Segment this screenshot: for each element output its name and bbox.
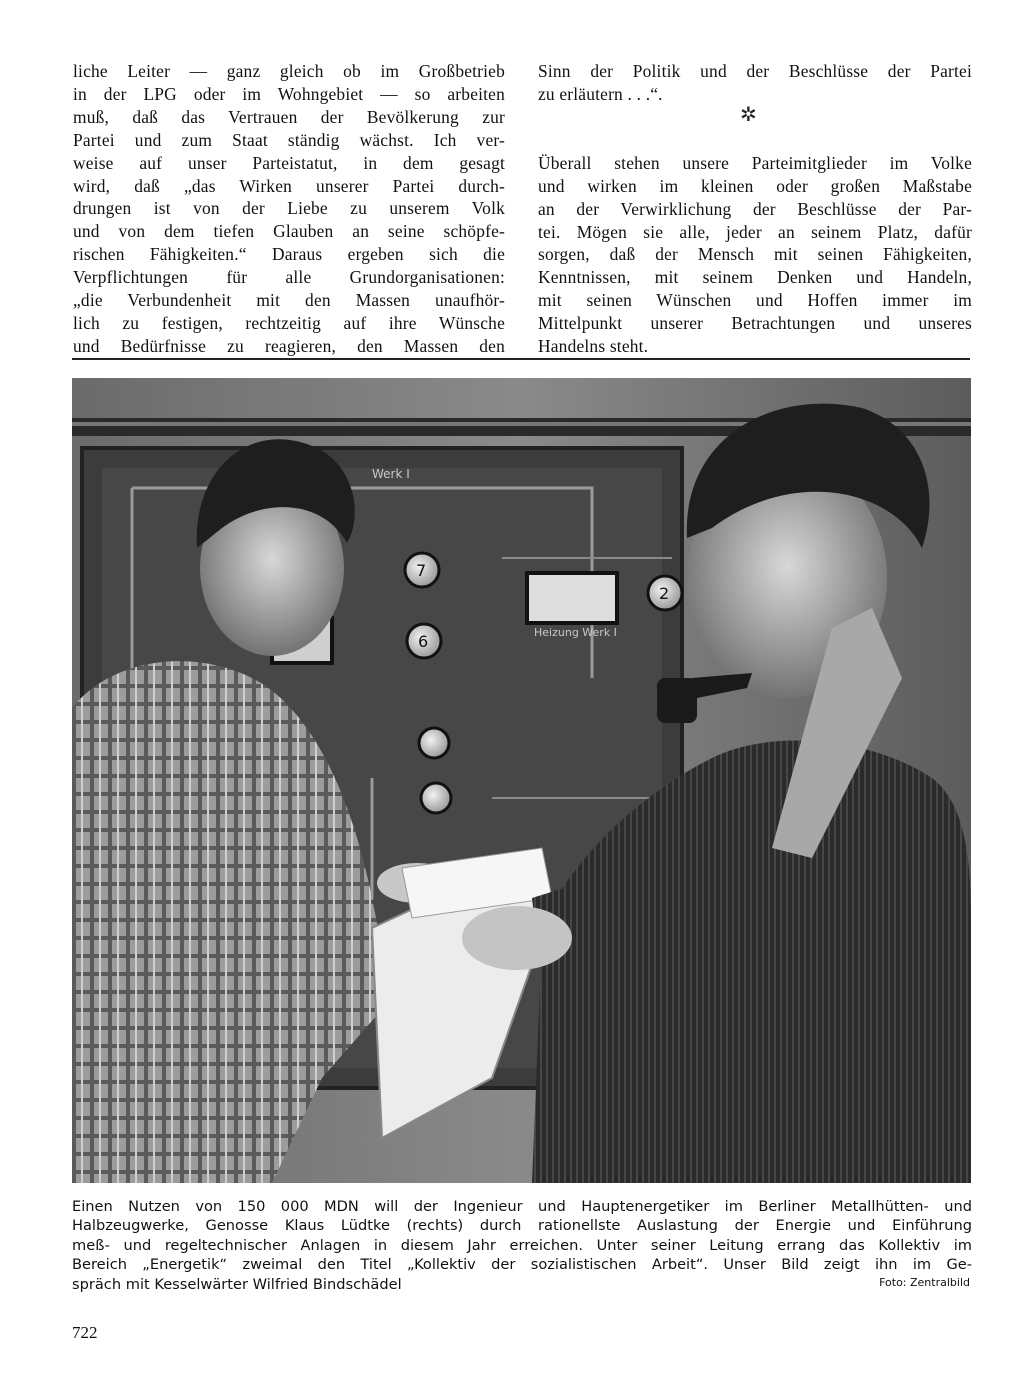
text-line: Verpflichtungen für alle Grundorganisationen: [73,267,505,288]
text-line: Mittelpunkt unserer Betrachtungen und unseres [538,313,972,334]
photo-credit: Foto: Zentralbild [879,1276,970,1289]
text-line: und Bedürfnisse zu reagieren, den Massen den [73,335,505,356]
text-line: wird, daß „das Wirken unserer Partei durch- [73,175,505,196]
page-number: 722 [72,1323,98,1342]
svg-text:7: 7 [416,561,427,580]
text-line: „die Verbundenheit mit den Massen unaufhör- [73,290,505,311]
panel-label-heizung: Heizung Werk I [534,626,617,639]
text-line: muß, daß das Vertrauen der Bevölkerung zur [73,106,505,127]
text-line: tei. Mögen sie alle, jeder an seinem Platz, dafür [538,221,972,242]
text-line: Handelns steht. [538,336,649,357]
article-left-column [73,60,505,358]
section-separator-star: ✲ [740,102,757,126]
text-line: weise auf unser Parteistatut, in dem gesagt [73,152,505,173]
panel-label-werk: Werk I [372,467,410,481]
text-line: an der Verwirklichung der Beschlüsse der Par- [538,198,972,219]
text-line: Kenntnissen, mit seinem Denken und Handeln, [538,267,972,288]
text-line: in der LPG oder im Wohngebiet — so arbeiten [73,83,505,104]
text-line: Überall stehen unsere Parteimitglieder im Volke [538,152,972,173]
caption-line: Halbzeugwerke, Genosse Klaus Lüdtke (rechts) durch rationellste Auslastung der Energie und Einführung [72,1217,972,1235]
text-line: rischen Fähigkeiten.“ Daraus ergeben sich die [73,244,505,265]
text-line: Sinn der Politik und der Beschlüsse der Partei [538,61,972,81]
text-line: und von dem tiefen Glauben an seine schöpfe- [73,221,505,242]
text-line: liche Leiter — ganz gleich ob im Großbetrieb [73,61,505,81]
text-line: Partei und zum Staat ständig wächst. Ich ver- [73,129,505,150]
caption-line: Bereich „Energetik“ zweimal den Titel „Kollektiv der sozialistischen Arbeit“. Unser Bild zeigt ihn im Ge- [72,1256,972,1274]
horizontal-rule [72,358,970,360]
text-line: sorgen, daß der Mensch mit seinen Fähigkeiten, [538,244,972,265]
caption-line: spräch mit Kesselwärter Wilfried Bindschädel [72,1275,402,1293]
photo-caption [72,1197,972,1294]
text-line: und wirken im kleinen oder großen Maßstabe [538,175,972,196]
text-line: mit seinen Wünschen und Hoffen immer im [538,290,972,311]
svg-text:6: 6 [418,632,429,651]
caption-line: Einen Nutzen von 150 000 MDN will der Ingenieur und Hauptenergetiker im Berliner Metallhütten- und [72,1198,972,1215]
text-line: zu erläutern . . .“. [538,83,663,104]
text-line: lich zu festigen, rechtzeitig auf ihre Wünsche [73,312,505,333]
photo-two-men-at-control-panel [72,378,971,1183]
caption-line: meß- und regeltechnischer Anlagen in diesem Jahr erreichen. Unter seiner Leitung errang das Kollektiv im [72,1236,972,1254]
text-line: drungen ist von der Liebe zu unserem Volk [73,198,505,219]
svg-text:2: 2 [659,584,670,603]
